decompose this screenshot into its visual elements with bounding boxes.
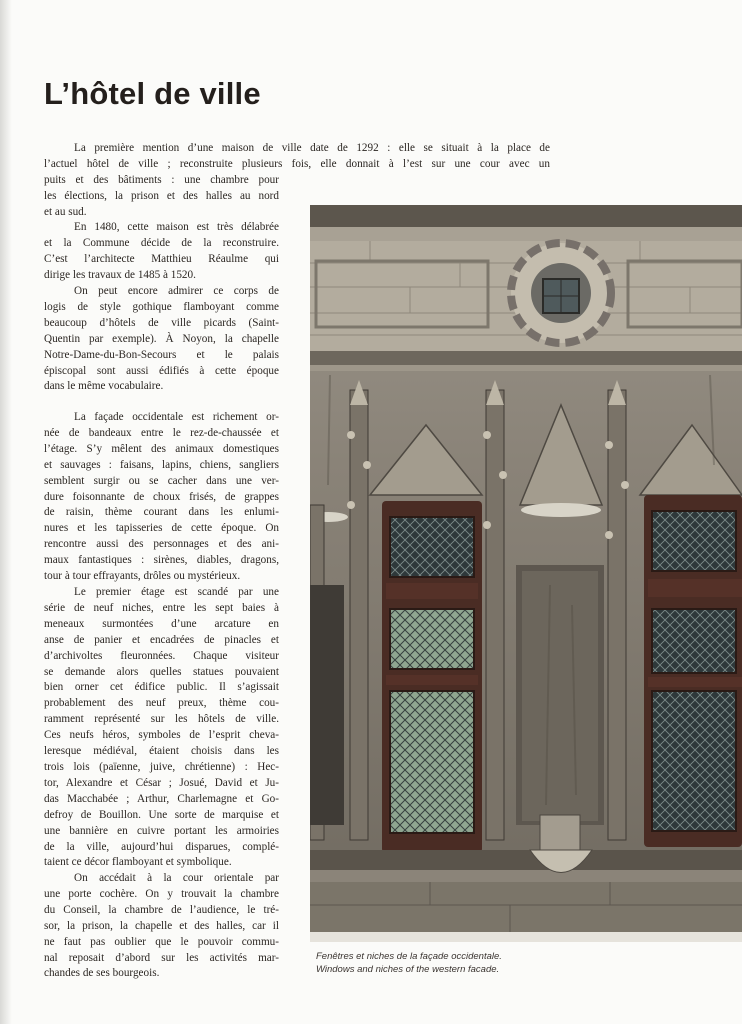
page-gutter-shadow	[0, 0, 12, 1024]
text-line: une bannière en cuivre portant les armoiries	[44, 824, 279, 837]
text-line: das Macchabée ; Arthur, Charlemagne et Go-	[44, 792, 279, 805]
text-line: bien orner cet édifice public. Il s’agissait	[44, 681, 279, 694]
text-line: ramment représenté sur les hôtels de ville.	[44, 713, 279, 726]
text-line: beaucoup d’hôtels de ville picards (Saint-	[44, 316, 279, 329]
text-line: l’étage. S’y mêlent des animaux domestiques	[44, 442, 279, 455]
text-line: série de neuf niches, entre les sept baies à	[44, 601, 279, 614]
text-line: puits et des bâtiments : une chambre pour	[44, 173, 279, 186]
text-line: épiscopal sont aussi édifiés à cette époque	[44, 364, 279, 377]
text-line: trois lois (païenne, juive, chrétienne) : Hec-	[44, 760, 279, 773]
text-line: Le premier étage est scandé par une	[74, 586, 279, 598]
paragraph-1480	[44, 220, 279, 284]
text-line: née de bandeaux entre le rez-de-chaussée et	[44, 426, 279, 439]
text-line: de raisin, thème courant dans les enlumi-	[44, 506, 279, 519]
text-line: nal reposait d’abord sur les activités mar-	[44, 951, 279, 964]
text-line: l’actuel hôtel de ville ; reconstruite plusieurs fois, elle donnait à l’est sur une cour avec un	[44, 157, 550, 170]
text-line: On accédait à la cour orientale par	[74, 872, 279, 884]
text-line: maux fantastiques : sirènes, diables, dragons,	[44, 554, 279, 567]
text-line: se demande alors quelles statues pouvaient	[44, 665, 279, 678]
text-line: une porte cochère. On y trouvait la chambre	[44, 887, 279, 900]
text-line: tour à tour effrayants, drôles ou mystérieux.	[44, 570, 241, 583]
text-line: du Conseil, la chambre de l’audience, le tré-	[44, 903, 279, 916]
paragraph-gothic-style	[44, 284, 279, 395]
text-line: de la ville, aujourd’hui disparues, complé-	[44, 840, 279, 853]
paragraph-western-facade	[44, 410, 279, 585]
page-title: L’hôtel de ville	[44, 76, 261, 111]
text-line: On peut encore admirer ce corps de	[74, 285, 279, 297]
text-line: La première mention d’une maison de ville date de 1292 : elle se situait à la place de	[74, 142, 550, 154]
text-line: et sauvages : faisans, lapins, chiens, sangliers	[44, 458, 279, 471]
facade-photo	[310, 205, 742, 942]
text-line: chandes de ses bourgeois.	[44, 967, 160, 980]
text-line: logis de style gothique flamboyant comme	[44, 300, 279, 313]
text-line: et au sud.	[44, 205, 87, 218]
text-line: Quentin par exemple). À Noyon, la chapelle	[44, 332, 279, 345]
text-line: dans le même vocabulaire.	[44, 380, 164, 393]
photo-caption	[316, 950, 502, 976]
text-line: nures et les tapisseries de cette époque. On	[44, 522, 279, 535]
text-line: rencontre aussi des personnages et des ani-	[44, 538, 279, 551]
text-line: meneaux surmontées d’une arcature en	[44, 617, 279, 630]
text-line: ne faut pas oublier que le pouvoir commu-	[44, 935, 279, 948]
text-line: les élections, la prison et des halles au nord	[44, 189, 279, 202]
caption-english: Windows and niches of the western facade.	[316, 964, 500, 975]
paragraph-first-floor	[44, 585, 279, 871]
text-line: dirige les travaux de 1485 à 1520.	[44, 268, 196, 281]
text-line: En 1480, cette maison est très délabrée	[74, 221, 279, 233]
text-line: sor, la prison, la chapelle et des halles, car il	[44, 919, 279, 932]
text-line: La façade occidentale est richement or-	[74, 411, 279, 423]
text-line: d’archivoltes fleuronnées. Chaque visiteur	[44, 649, 279, 662]
text-line: probablement des neuf preux, thème cou-	[44, 697, 279, 710]
text-line: semblent surgir ou se cacher dans une ver-	[44, 474, 279, 487]
text-line: tor, Alexandre et César ; Josué, David et Ju-	[44, 776, 279, 789]
text-line: Notre-Dame-du-Bon-Secours et le palais	[44, 348, 279, 361]
text-line: C’est l’architecte Matthieu Réaulme qui	[44, 252, 279, 265]
paragraph-eastern-court	[44, 871, 279, 982]
text-line: Ces neufs héros, symboles de l’esprit cheva-	[44, 729, 279, 742]
text-line: dure foisonnante de choux frisés, de grappes	[44, 490, 279, 503]
caption-french: Fenêtres et niches de la façade occidentale.	[316, 951, 502, 962]
text-line: et la Commune décide de la reconstruire.	[44, 236, 279, 249]
text-line: defroy de Bouillon. Une sorte de marquise et	[44, 808, 279, 821]
text-line: leresque médiéval, étaient choisis dans les	[44, 745, 279, 758]
text-line: anse de panier et encadrées de pinacles et	[44, 633, 279, 646]
text-line: taient ce décor flamboyant et symbolique.	[44, 856, 232, 869]
